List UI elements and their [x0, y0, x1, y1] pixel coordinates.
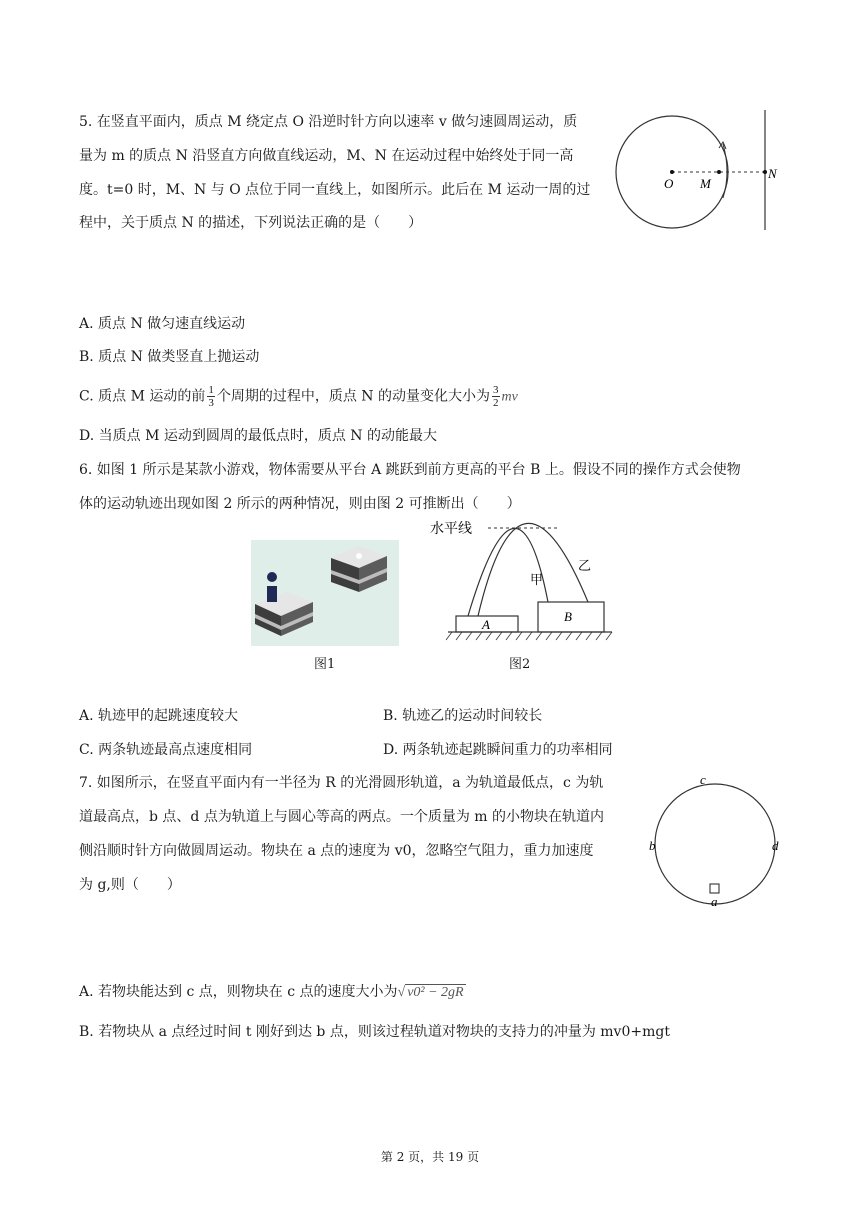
- q5-line-2: 量为 m 的质点 N 沿竖直方向做直线运动，M、N 在运动过程中始终处于同一高: [79, 148, 574, 164]
- q5-option-b: B. 质点 N 做类竖直上抛运动: [79, 349, 260, 365]
- q7-option-a: [79, 982, 466, 1003]
- q6-horizontal-line-label: 水平线: [430, 521, 472, 537]
- q6-figure-1-art: [251, 540, 399, 646]
- q6-label-jia: 甲: [530, 573, 544, 588]
- q6-figure-1-caption: 图1: [314, 657, 336, 672]
- q5-point-O: [670, 170, 674, 174]
- q5-line-1: 5. 在竖直平面内，质点 M 绕定点 O 沿逆时针方向以速率 v 做匀速圆周运动，质: [79, 114, 578, 130]
- q5-line-3: 度。t=0 时，M、N 与 O 点位于同一直线上，如图所示。此后在 M 运动一周的过: [79, 182, 591, 198]
- q6-line-1: 6. 如图 1 所示是某款小游戏，物体需要从平台 A 跳跃到前方更高的平台 B 上。假设不同的操作方式会使物: [79, 462, 741, 478]
- q6-figure-2: [430, 518, 620, 648]
- q5-option-d: D. 当质点 M 运动到圆周的最低点时，质点 N 的动能最大: [79, 428, 438, 444]
- q6-label-A: A: [482, 617, 490, 632]
- q7-line-3: 侧沿顺时针方向做圆周运动。物块在 a 点的速度为 v0，忽略空气阻力，重力加速度: [79, 843, 594, 859]
- q5-option-c-mv: mv: [501, 389, 518, 405]
- q5-point-M: [717, 170, 721, 174]
- q5-label-O: O: [664, 176, 674, 191]
- q6-option-d: D. 两条轨迹起跳瞬间重力的功率相同: [383, 742, 613, 758]
- q5-option-c-fraction: $\frac{1}{3}$: [208, 384, 214, 409]
- q5-option-c-pre: C. 质点 M 运动的前: [79, 388, 206, 405]
- q5-option-c-mid: 个周期的过程中，质点 N 的动量变化大小为: [216, 388, 491, 405]
- q5-label-M: M: [700, 176, 711, 191]
- q7-label-b: b: [649, 838, 656, 853]
- page-footer: 第 2 页，共 19 页: [380, 1150, 480, 1164]
- q7-line-4: 为 g,则（ ）: [79, 877, 181, 893]
- q7-figure: [646, 772, 796, 912]
- q5-point-N: [763, 170, 767, 174]
- q7-option-a-text: A. 若物块能达到 c 点，则物块在 c 点的速度大小为: [79, 984, 398, 1000]
- q6-label-B: B: [564, 609, 572, 624]
- q6-figure-1: [251, 540, 399, 646]
- q6-label-yi: 乙: [578, 559, 592, 574]
- q6-ground-hatch: [446, 632, 612, 640]
- q7-option-b: B. 若物块从 a 点经过时间 t 刚好到达 b 点，则该过程轨道对物块的支持力的冲量为 mv0+mgt: [79, 1024, 670, 1040]
- q6-option-a: A. 轨迹甲的起跳速度较大: [79, 708, 239, 724]
- q6-line-2: 体的运动轨迹出现如图 2 所示的两种情况，则由图 2 可推断出（ ）: [79, 496, 521, 512]
- q7-line-2: 道最高点，b 点、d 点为轨道上与圆心等高的两点。一个质量为 m 的小物块在轨道内: [79, 809, 604, 825]
- q7-block: [710, 884, 719, 893]
- q6-option-b: B. 轨迹乙的运动时间较长: [383, 708, 543, 724]
- q5-option-c-fraction-2: $\frac{3}{2}$: [493, 384, 499, 409]
- q5-line-4: 程中，关于质点 N 的描述，下列说法正确的是（ ）: [79, 215, 423, 231]
- q6-option-c: C. 两条轨迹最高点速度相同: [79, 742, 253, 758]
- q5-option-a: A. 质点 N 做匀速直线运动: [79, 316, 246, 332]
- q7-line-1: 7. 如图所示，在竖直平面内有一半径为 R 的光滑圆形轨道，a 为轨道最低点，c 为轨: [79, 775, 604, 791]
- q7-label-a: a: [711, 894, 718, 909]
- q7-label-d: d: [772, 838, 779, 853]
- q5-arrow-arc: [723, 144, 727, 198]
- q7-option-a-formula: √ v0² − 2gR: [397, 985, 464, 1000]
- q6-figure-2-caption: 图2: [509, 657, 531, 672]
- q5-figure: [615, 108, 795, 238]
- q5-label-N: N: [768, 166, 777, 181]
- q7-label-c: c: [700, 772, 706, 787]
- q5-option-c: [79, 384, 518, 409]
